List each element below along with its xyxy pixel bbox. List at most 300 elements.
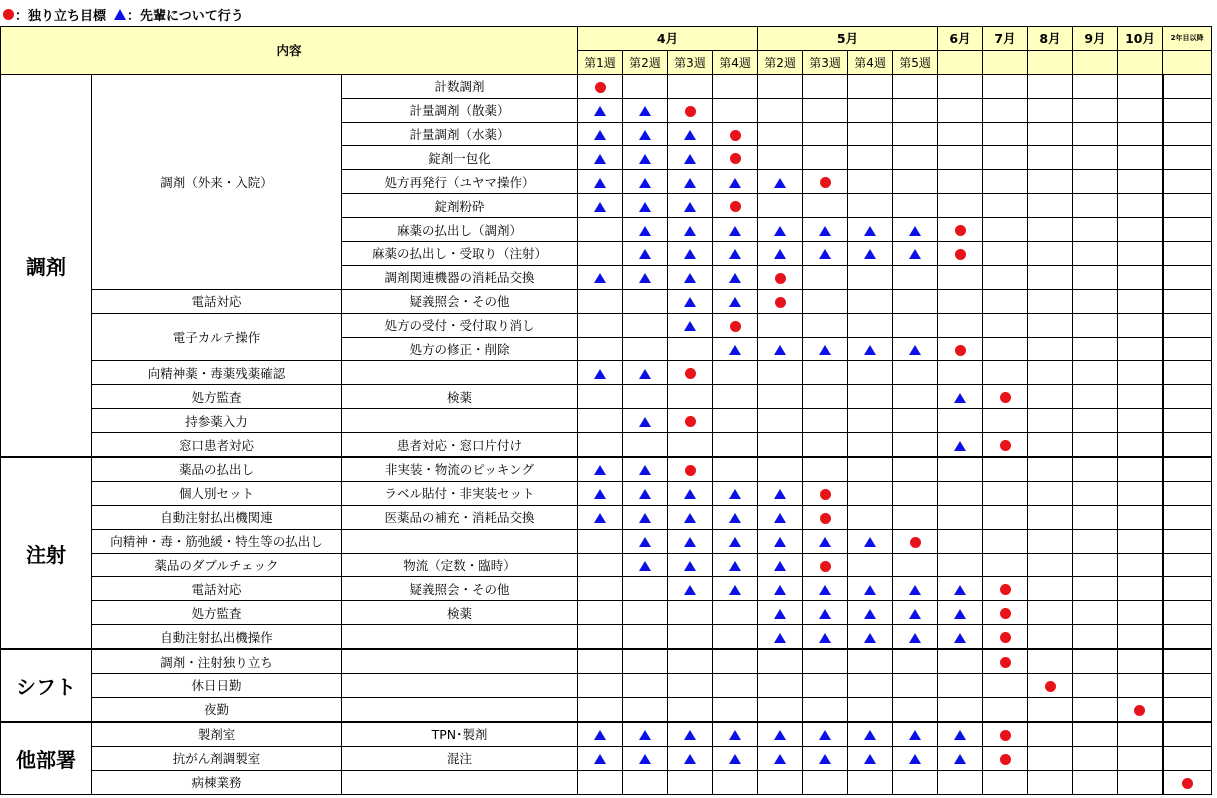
task-cell: 個人別セット bbox=[92, 481, 342, 505]
schedule-cell bbox=[578, 74, 623, 98]
schedule-cell bbox=[578, 505, 623, 529]
blue-triangle-icon bbox=[639, 273, 651, 283]
schedule-cell bbox=[938, 242, 983, 266]
detail-cell: 物流（定数・臨時） bbox=[342, 553, 578, 577]
schedule-cell bbox=[713, 313, 758, 337]
month-aug: 8月 bbox=[1028, 27, 1073, 51]
schedule-cell bbox=[848, 313, 893, 337]
schedule-cell bbox=[668, 697, 713, 721]
red-circle-icon bbox=[955, 249, 966, 260]
schedule-cell bbox=[1073, 242, 1118, 266]
schedule-cell bbox=[803, 770, 848, 794]
schedule-cell bbox=[1118, 481, 1163, 505]
schedule-cell bbox=[623, 409, 668, 433]
schedule-cell bbox=[713, 770, 758, 794]
schedule-cell bbox=[1163, 289, 1212, 313]
schedule-cell bbox=[1163, 74, 1212, 98]
task-cell: 休日日勤 bbox=[92, 674, 342, 698]
task-cell: 持参薬入力 bbox=[92, 409, 342, 433]
schedule-cell bbox=[668, 457, 713, 481]
schedule-cell bbox=[938, 505, 983, 529]
blue-triangle-icon bbox=[729, 273, 741, 283]
blue-triangle-icon bbox=[819, 537, 831, 547]
task-cell: 自動注射払出機操作 bbox=[92, 625, 342, 649]
schedule-cell bbox=[938, 529, 983, 553]
schedule-cell bbox=[1028, 433, 1073, 457]
schedule-cell bbox=[578, 242, 623, 266]
red-circle-icon bbox=[730, 201, 741, 212]
schedule-cell bbox=[623, 433, 668, 457]
blue-triangle-icon bbox=[684, 561, 696, 571]
task-cell: 抗がん剤調製室 bbox=[92, 746, 342, 770]
blue-triangle-icon bbox=[864, 754, 876, 764]
detail-cell: 麻薬の払出し（調剤） bbox=[342, 218, 578, 242]
schedule-cell bbox=[1118, 505, 1163, 529]
schedule-cell bbox=[983, 722, 1028, 746]
blue-triangle-icon bbox=[819, 249, 831, 259]
schedule-cell bbox=[713, 601, 758, 625]
category-cell: 調剤 bbox=[1, 74, 92, 457]
schedule-cell bbox=[758, 505, 803, 529]
schedule-cell bbox=[983, 697, 1028, 721]
red-circle-icon bbox=[820, 513, 831, 524]
schedule-cell bbox=[1073, 122, 1118, 146]
schedule-cell bbox=[938, 481, 983, 505]
schedule-cell bbox=[893, 746, 938, 770]
schedule-cell bbox=[983, 746, 1028, 770]
schedule-cell bbox=[938, 98, 983, 122]
schedule-cell bbox=[668, 242, 713, 266]
blue-triangle-icon bbox=[909, 226, 921, 236]
schedule-cell bbox=[1118, 529, 1163, 553]
schedule-cell bbox=[893, 674, 938, 698]
month-jun: 6月 bbox=[938, 27, 983, 51]
schedule-cell bbox=[1028, 674, 1073, 698]
schedule-cell bbox=[1163, 649, 1212, 673]
blue-triangle-icon bbox=[639, 561, 651, 571]
schedule-cell bbox=[803, 194, 848, 218]
blue-triangle-icon bbox=[639, 202, 651, 212]
detail-cell: 混注 bbox=[342, 746, 578, 770]
blue-triangle-icon bbox=[954, 393, 966, 403]
schedule-cell bbox=[1073, 74, 1118, 98]
detail-cell: 検薬 bbox=[342, 385, 578, 409]
blue-triangle-icon bbox=[909, 730, 921, 740]
schedule-cell bbox=[713, 457, 758, 481]
blue-triangle-icon bbox=[864, 249, 876, 259]
schedule-cell bbox=[893, 553, 938, 577]
schedule-cell bbox=[1028, 553, 1073, 577]
month-oct: 10月 bbox=[1118, 27, 1163, 51]
blue-triangle-icon bbox=[954, 754, 966, 764]
schedule-cell bbox=[1163, 577, 1212, 601]
schedule-cell bbox=[758, 649, 803, 673]
blue-triangle-icon bbox=[864, 537, 876, 547]
blue-triangle-icon bbox=[774, 489, 786, 499]
schedule-cell bbox=[1073, 722, 1118, 746]
schedule-cell bbox=[668, 505, 713, 529]
schedule-cell bbox=[713, 697, 758, 721]
detail-cell: TPN･製剤 bbox=[342, 722, 578, 746]
schedule-cell bbox=[893, 722, 938, 746]
red-circle-icon bbox=[955, 345, 966, 356]
task-cell: 向精神薬・毒薬残薬確認 bbox=[92, 361, 342, 385]
red-circle-icon bbox=[820, 177, 831, 188]
month-sep: 9月 bbox=[1073, 27, 1118, 51]
schedule-cell bbox=[668, 553, 713, 577]
schedule-cell bbox=[1163, 674, 1212, 698]
week-jul-blank bbox=[983, 50, 1028, 74]
week-may-3: 第3週 bbox=[803, 50, 848, 74]
week-aug-blank bbox=[1028, 50, 1073, 74]
schedule-cell bbox=[983, 265, 1028, 289]
schedule-cell bbox=[578, 553, 623, 577]
schedule-cell bbox=[623, 74, 668, 98]
schedule-cell bbox=[803, 529, 848, 553]
schedule-cell bbox=[1118, 601, 1163, 625]
blue-triangle-icon bbox=[684, 489, 696, 499]
schedule-cell bbox=[668, 361, 713, 385]
schedule-cell bbox=[848, 74, 893, 98]
schedule-cell bbox=[713, 649, 758, 673]
schedule-cell bbox=[1163, 770, 1212, 794]
schedule-cell bbox=[668, 770, 713, 794]
schedule-cell bbox=[938, 194, 983, 218]
blue-triangle-icon bbox=[909, 249, 921, 259]
blue-triangle-icon bbox=[909, 754, 921, 764]
detail-cell: 計量調剤（散薬） bbox=[342, 98, 578, 122]
schedule-cell bbox=[758, 601, 803, 625]
schedule-cell bbox=[1073, 218, 1118, 242]
schedule-cell bbox=[578, 313, 623, 337]
schedule-cell bbox=[1028, 505, 1073, 529]
blue-triangle-icon bbox=[729, 561, 741, 571]
schedule-cell bbox=[1073, 170, 1118, 194]
task-cell: 電子カルテ操作 bbox=[92, 313, 342, 361]
schedule-cell bbox=[1073, 289, 1118, 313]
schedule-cell bbox=[1118, 385, 1163, 409]
red-circle-icon bbox=[1000, 392, 1011, 403]
schedule-cell bbox=[1073, 625, 1118, 649]
red-circle-icon bbox=[1000, 584, 1011, 595]
blue-triangle-icon bbox=[639, 249, 651, 259]
schedule-cell bbox=[668, 337, 713, 361]
schedule-cell bbox=[1118, 122, 1163, 146]
task-cell: 窓口患者対応 bbox=[92, 433, 342, 457]
red-circle-icon bbox=[3, 9, 14, 20]
schedule-cell bbox=[893, 313, 938, 337]
detail-cell bbox=[342, 770, 578, 794]
schedule-cell bbox=[848, 218, 893, 242]
schedule-body bbox=[1, 74, 1212, 794]
schedule-cell bbox=[1118, 361, 1163, 385]
schedule-cell bbox=[758, 722, 803, 746]
schedule-cell bbox=[1073, 770, 1118, 794]
blue-triangle-icon bbox=[864, 609, 876, 619]
schedule-cell bbox=[983, 122, 1028, 146]
schedule-cell bbox=[893, 385, 938, 409]
task-cell: 薬品の払出し bbox=[92, 457, 342, 481]
schedule-cell bbox=[713, 529, 758, 553]
blue-triangle-icon bbox=[819, 754, 831, 764]
schedule-cell bbox=[1073, 409, 1118, 433]
schedule-cell bbox=[1163, 313, 1212, 337]
blue-triangle-icon bbox=[864, 730, 876, 740]
schedule-cell bbox=[713, 122, 758, 146]
schedule-cell bbox=[803, 553, 848, 577]
schedule-cell bbox=[938, 146, 983, 170]
schedule-cell bbox=[938, 265, 983, 289]
schedule-cell bbox=[758, 289, 803, 313]
legend bbox=[3, 4, 244, 24]
schedule-cell bbox=[713, 146, 758, 170]
detail-cell bbox=[342, 697, 578, 721]
schedule-cell bbox=[803, 457, 848, 481]
schedule-cell bbox=[758, 361, 803, 385]
schedule-cell bbox=[893, 770, 938, 794]
schedule-cell bbox=[578, 481, 623, 505]
blue-triangle-icon bbox=[774, 345, 786, 355]
schedule-cell bbox=[668, 481, 713, 505]
blue-triangle-icon bbox=[684, 226, 696, 236]
schedule-cell bbox=[983, 146, 1028, 170]
schedule-cell bbox=[668, 218, 713, 242]
detail-cell: 患者対応・窓口片付け bbox=[342, 433, 578, 457]
blue-triangle-icon bbox=[954, 730, 966, 740]
schedule-cell bbox=[983, 337, 1028, 361]
schedule-cell bbox=[983, 289, 1028, 313]
blue-triangle-icon bbox=[684, 202, 696, 212]
schedule-cell bbox=[758, 74, 803, 98]
week-yr2-blank bbox=[1163, 50, 1212, 74]
schedule-cell bbox=[983, 385, 1028, 409]
schedule-cell bbox=[578, 98, 623, 122]
schedule-cell bbox=[1028, 265, 1073, 289]
week-may-4: 第4週 bbox=[848, 50, 893, 74]
schedule-cell bbox=[1028, 218, 1073, 242]
schedule-cell bbox=[848, 122, 893, 146]
schedule-cell bbox=[758, 746, 803, 770]
blue-triangle-icon bbox=[594, 273, 606, 283]
schedule-cell bbox=[1073, 529, 1118, 553]
schedule-cell bbox=[848, 505, 893, 529]
schedule-cell bbox=[668, 74, 713, 98]
detail-cell: 調剤関連機器の消耗品交換 bbox=[342, 265, 578, 289]
schedule-cell bbox=[623, 577, 668, 601]
schedule-cell bbox=[983, 218, 1028, 242]
schedule-cell bbox=[803, 146, 848, 170]
task-cell: 電話対応 bbox=[92, 289, 342, 313]
task-cell: 電話対応 bbox=[92, 577, 342, 601]
schedule-cell bbox=[1028, 409, 1073, 433]
detail-cell: 疑義照会・その他 bbox=[342, 577, 578, 601]
schedule-cell bbox=[848, 409, 893, 433]
schedule-cell bbox=[848, 242, 893, 266]
red-circle-icon bbox=[1000, 440, 1011, 451]
schedule-cell bbox=[1028, 577, 1073, 601]
schedule-cell bbox=[1163, 625, 1212, 649]
schedule-cell bbox=[1118, 74, 1163, 98]
schedule-cell bbox=[623, 313, 668, 337]
blue-triangle-icon bbox=[684, 321, 696, 331]
schedule-cell bbox=[623, 337, 668, 361]
detail-cell: 疑義照会・その他 bbox=[342, 289, 578, 313]
schedule-cell bbox=[758, 337, 803, 361]
schedule-cell bbox=[1073, 601, 1118, 625]
schedule-cell bbox=[893, 218, 938, 242]
red-circle-icon bbox=[685, 416, 696, 427]
schedule-cell bbox=[983, 625, 1028, 649]
schedule-cell bbox=[1163, 361, 1212, 385]
schedule-cell bbox=[578, 746, 623, 770]
schedule-cell bbox=[803, 505, 848, 529]
blue-triangle-icon bbox=[954, 441, 966, 451]
schedule-cell bbox=[983, 361, 1028, 385]
schedule-cell bbox=[983, 553, 1028, 577]
schedule-cell bbox=[758, 242, 803, 266]
schedule-cell bbox=[893, 265, 938, 289]
schedule-cell bbox=[893, 577, 938, 601]
red-circle-icon bbox=[1134, 705, 1145, 716]
schedule-cell bbox=[1163, 409, 1212, 433]
schedule-cell bbox=[668, 385, 713, 409]
blue-triangle-icon bbox=[729, 226, 741, 236]
detail-cell: 処方の修正・削除 bbox=[342, 337, 578, 361]
schedule-cell bbox=[713, 674, 758, 698]
schedule-cell bbox=[1118, 289, 1163, 313]
schedule-cell bbox=[983, 481, 1028, 505]
detail-cell: 計量調剤（水薬） bbox=[342, 122, 578, 146]
schedule-cell bbox=[623, 746, 668, 770]
schedule-cell bbox=[668, 409, 713, 433]
schedule-cell bbox=[1073, 313, 1118, 337]
schedule-cell bbox=[1073, 146, 1118, 170]
blue-triangle-icon bbox=[639, 178, 651, 188]
table-row bbox=[1, 770, 1212, 794]
schedule-cell bbox=[1028, 385, 1073, 409]
schedule-cell bbox=[1073, 697, 1118, 721]
schedule-cell bbox=[623, 361, 668, 385]
schedule-cell bbox=[983, 577, 1028, 601]
schedule-cell bbox=[1118, 649, 1163, 673]
schedule-cell bbox=[938, 337, 983, 361]
schedule-cell bbox=[578, 122, 623, 146]
schedule-cell bbox=[848, 265, 893, 289]
blue-triangle-icon bbox=[729, 730, 741, 740]
blue-triangle-icon bbox=[729, 249, 741, 259]
schedule-cell bbox=[578, 265, 623, 289]
schedule-cell bbox=[803, 265, 848, 289]
schedule-cell bbox=[668, 625, 713, 649]
schedule-cell bbox=[623, 649, 668, 673]
schedule-cell bbox=[623, 194, 668, 218]
schedule-cell bbox=[623, 697, 668, 721]
schedule-cell bbox=[758, 674, 803, 698]
schedule-cell bbox=[803, 385, 848, 409]
schedule-cell bbox=[623, 481, 668, 505]
schedule-cell bbox=[1073, 746, 1118, 770]
schedule-cell bbox=[1073, 361, 1118, 385]
schedule-table bbox=[0, 26, 1212, 795]
schedule-cell bbox=[848, 337, 893, 361]
blue-triangle-icon bbox=[639, 465, 651, 475]
schedule-cell bbox=[713, 194, 758, 218]
week-apr-1: 第1週 bbox=[578, 50, 623, 74]
schedule-cell bbox=[848, 746, 893, 770]
blue-triangle-icon bbox=[684, 754, 696, 764]
schedule-cell bbox=[1163, 697, 1212, 721]
schedule-cell bbox=[938, 553, 983, 577]
schedule-cell bbox=[848, 98, 893, 122]
schedule-cell bbox=[758, 122, 803, 146]
blue-triangle-icon bbox=[594, 106, 606, 116]
blue-triangle-icon bbox=[594, 202, 606, 212]
schedule-cell bbox=[938, 361, 983, 385]
schedule-cell bbox=[848, 553, 893, 577]
schedule-cell bbox=[1118, 625, 1163, 649]
schedule-cell bbox=[938, 770, 983, 794]
blue-triangle-icon bbox=[864, 585, 876, 595]
schedule-cell bbox=[578, 625, 623, 649]
red-circle-icon bbox=[820, 561, 831, 572]
schedule-cell bbox=[623, 242, 668, 266]
detail-cell: 錠剤一包化 bbox=[342, 146, 578, 170]
schedule-cell bbox=[893, 98, 938, 122]
blue-triangle-icon bbox=[774, 513, 786, 523]
detail-cell: 錠剤粉砕 bbox=[342, 194, 578, 218]
schedule-cell bbox=[803, 625, 848, 649]
schedule-cell bbox=[1028, 74, 1073, 98]
schedule-cell bbox=[623, 98, 668, 122]
blue-triangle-icon bbox=[819, 609, 831, 619]
schedule-cell bbox=[803, 577, 848, 601]
week-apr-3: 第3週 bbox=[668, 50, 713, 74]
schedule-cell bbox=[578, 674, 623, 698]
blue-triangle-icon bbox=[864, 226, 876, 236]
red-circle-icon bbox=[685, 106, 696, 117]
schedule-cell bbox=[848, 457, 893, 481]
schedule-cell bbox=[938, 649, 983, 673]
schedule-cell bbox=[893, 74, 938, 98]
task-cell: 薬品のダブルチェック bbox=[92, 553, 342, 577]
detail-cell bbox=[342, 649, 578, 673]
blue-triangle-icon bbox=[639, 754, 651, 764]
blue-triangle-icon bbox=[594, 154, 606, 164]
blue-triangle-icon bbox=[639, 513, 651, 523]
schedule-cell bbox=[938, 746, 983, 770]
schedule-cell bbox=[758, 553, 803, 577]
blue-triangle-icon bbox=[864, 345, 876, 355]
schedule-cell bbox=[803, 170, 848, 194]
schedule-cell bbox=[758, 457, 803, 481]
schedule-cell bbox=[713, 481, 758, 505]
red-circle-icon bbox=[1000, 730, 1011, 741]
task-cell: 自動注射払出機関連 bbox=[92, 505, 342, 529]
schedule-cell bbox=[758, 697, 803, 721]
detail-cell: 麻薬の払出し・受取り（注射） bbox=[342, 242, 578, 266]
schedule-cell bbox=[893, 170, 938, 194]
detail-cell bbox=[342, 361, 578, 385]
schedule-cell bbox=[713, 265, 758, 289]
week-sep-blank bbox=[1073, 50, 1118, 74]
table-row bbox=[1, 457, 1212, 481]
schedule-cell bbox=[893, 122, 938, 146]
table-row bbox=[1, 361, 1212, 385]
schedule-cell bbox=[713, 385, 758, 409]
schedule-cell bbox=[758, 385, 803, 409]
schedule-cell bbox=[803, 746, 848, 770]
schedule-cell bbox=[848, 601, 893, 625]
